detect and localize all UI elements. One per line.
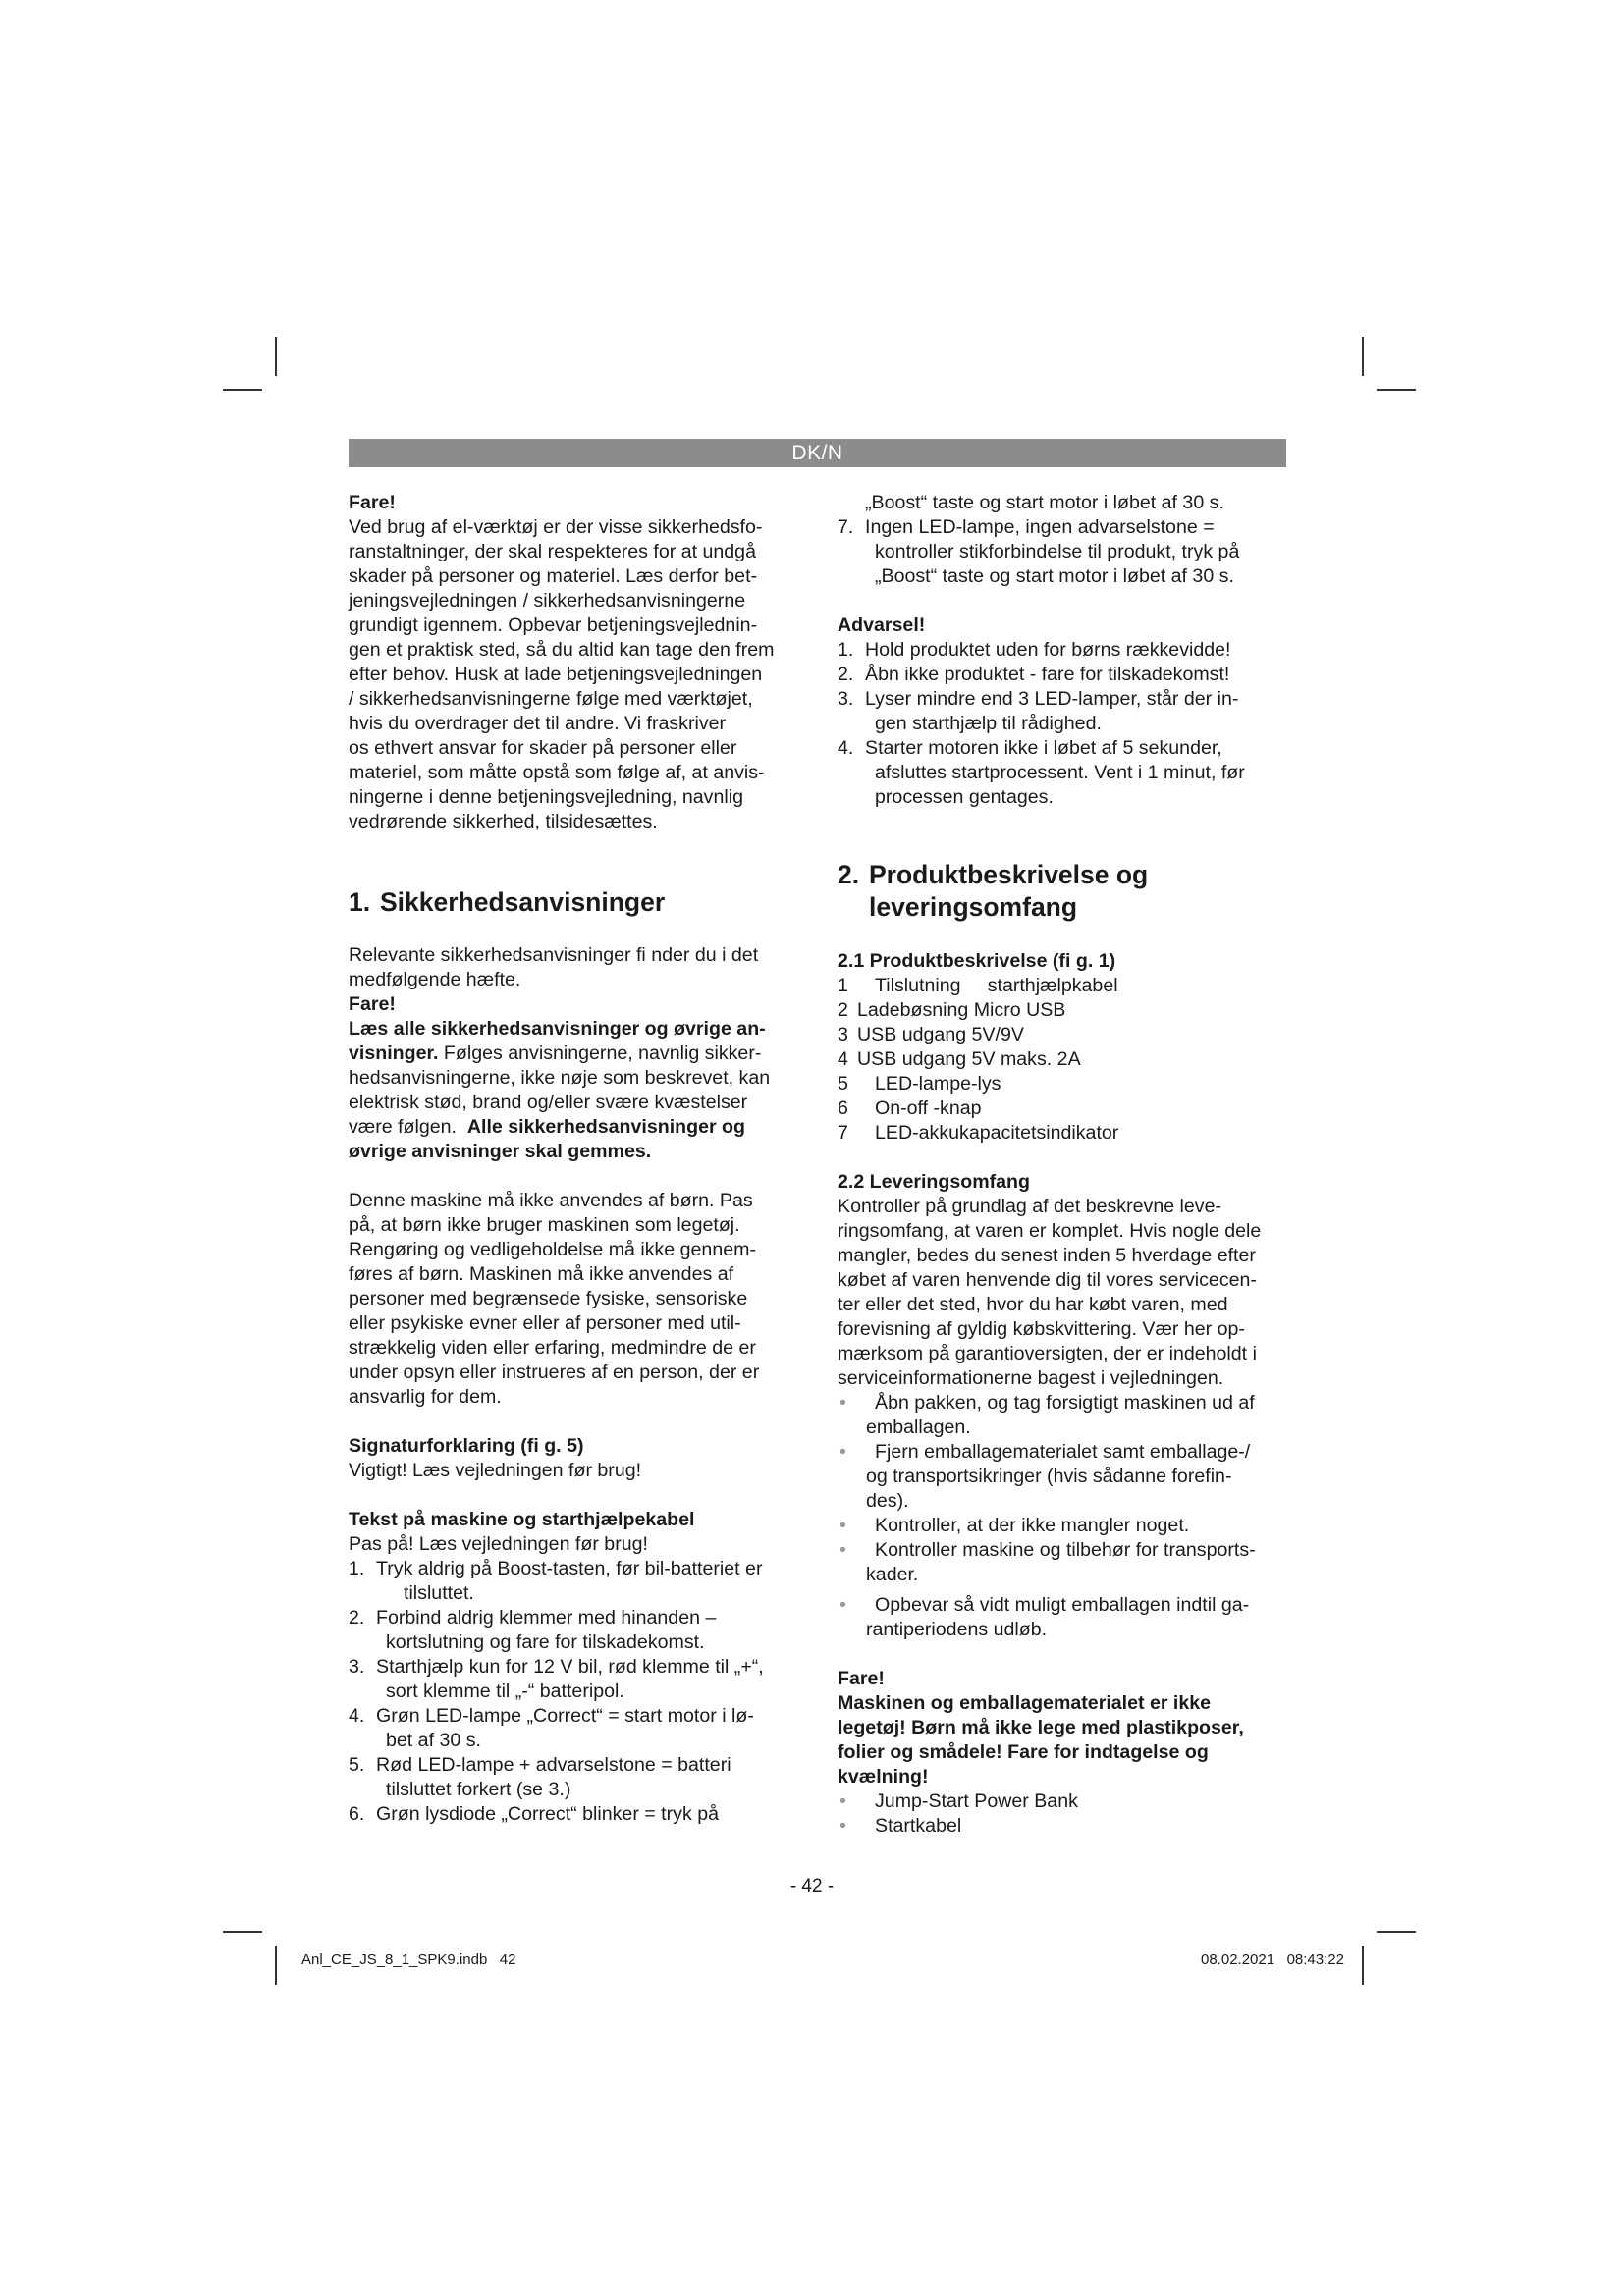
text-line: kader.	[866, 1564, 919, 1585]
section-title: leveringsomfang	[869, 892, 1078, 922]
bullet-icon: •	[839, 1539, 846, 1561]
text-line: Starthjælp kun for 12 V bil, rød klemme til „+“,	[376, 1656, 764, 1678]
text-line: Hold produktet uden for børns rækkevidde!	[865, 639, 1231, 661]
list-item	[838, 515, 1286, 589]
text-line: os ethvert ansvar for skader på personer eller	[349, 737, 737, 759]
text-line: medfølgende hæfte.	[349, 969, 521, 990]
text-line: jeningsvejledningen / sikkerhedsanvisningerne	[349, 590, 746, 612]
list-number: 4.	[349, 1705, 365, 1727]
text-line: gen et praktisk sted, så du altid kan tage den frem	[349, 639, 775, 661]
section-number: 2.	[838, 860, 860, 889]
part-number: 3	[838, 1024, 848, 1045]
text-line: ningerne i denne betjeningsvejledning, navnlig	[349, 786, 743, 808]
text-line: ringsomfang, at varen er komplet. Hvis nogle dele	[838, 1220, 1262, 1242]
continued-list	[838, 515, 1286, 589]
fare-paragraph	[349, 515, 802, 834]
advarsel-list	[838, 638, 1286, 810]
text-line: Ved brug af el-værktøj er der visse sikkerhedsfo-	[349, 516, 763, 538]
text-line: mangler, bedes du senest inden 5 hverdage efter	[838, 1245, 1256, 1266]
list-number: 3.	[838, 688, 854, 710]
text-line: hedsanvisningerne, ikke nøje som beskrevet, kan	[349, 1067, 771, 1089]
section-1-heading	[349, 886, 802, 919]
crop-mark	[1377, 1931, 1416, 1933]
part-number: 6	[838, 1097, 848, 1119]
text-line: Læs alle sikkerhedsanvisninger og øvrige an-	[349, 1018, 766, 1040]
fare-heading: Fare!	[349, 993, 396, 1015]
crop-mark	[223, 389, 262, 391]
list-number: 1.	[838, 639, 854, 661]
text-line: grundigt igennem. Opbevar betjeningsvejlednin-	[349, 614, 758, 636]
text-line: personer med begrænsede fysiske, sensoriske	[349, 1288, 748, 1309]
signatur-body: Vigtigt! Læs vejledningen før brug!	[349, 1460, 642, 1481]
text-line: hvis du overdrager det til andre. Vi fraskriver	[349, 713, 727, 734]
text-line: ter eller det sted, hvor du har købt varen, med	[838, 1294, 1228, 1315]
list-item	[838, 663, 1286, 687]
text-line: under opsyn eller instrueres af en person, der er	[349, 1362, 760, 1383]
advarsel-heading: Advarsel!	[838, 614, 926, 636]
children-paragraph	[349, 1189, 802, 1410]
text-line: sort klemme til „-“ batteripol.	[386, 1681, 624, 1702]
text-line: Fjern emballagematerialet samt emballage-/	[875, 1441, 1251, 1463]
bullet-item	[838, 1789, 1286, 1814]
text-line: Startkabel	[875, 1815, 962, 1837]
list-number: 3.	[349, 1656, 365, 1678]
text-line: / sikkerhedsanvisningerne følge med værktøjet,	[349, 688, 753, 710]
text-line: øvrige anvisninger skal gemmes.	[349, 1141, 652, 1162]
subsection-2-2-heading: 2.2 Leveringsomfang	[838, 1171, 1030, 1193]
laes-paragraph	[349, 1017, 802, 1164]
text-line: strækkelig viden eller erfaring, medmindre de er	[349, 1337, 756, 1359]
list-number: 1.	[349, 1558, 365, 1579]
section-title: Sikkerhedsanvisninger	[380, 887, 666, 917]
text-line: kortslutning og fare for tilskadekomst.	[386, 1631, 705, 1653]
bullet-icon: •	[839, 1515, 846, 1536]
crop-mark	[275, 1946, 277, 1985]
text-line: gen starthjælp til rådighed.	[875, 713, 1102, 734]
crop-mark	[1377, 389, 1416, 391]
tekst-heading: Tekst på maskine og starthjælpekabel	[349, 1509, 695, 1530]
text-line: „Boost“ taste og start motor i løbet af 30 s.	[865, 492, 1224, 513]
list-item	[349, 1802, 802, 1827]
text-line: kvælning!	[838, 1766, 929, 1788]
levering-paragraph	[838, 1195, 1286, 1391]
text-line: skader på personer og materiel. Læs derfor bet-	[349, 565, 758, 587]
text-line: Starter motoren ikke i løbet af 5 sekunder,	[865, 737, 1222, 759]
list-item	[838, 1121, 1286, 1146]
list-item	[349, 1753, 802, 1802]
text-line: Grøn LED-lampe „Correct“ = start motor i lø-	[376, 1705, 754, 1727]
bullet-item	[838, 1538, 1286, 1587]
tekst-body: Pas på! Læs vejledningen før brug!	[349, 1533, 648, 1555]
text-line: forevisning af gyldig købskvittering. Vær her op-	[838, 1318, 1245, 1340]
parts-list	[838, 974, 1286, 1146]
list-number: 4.	[838, 737, 854, 759]
text-line: folier og smådele! Fare for indtagelse og	[838, 1741, 1209, 1763]
part-label: LED-lampe-lys	[875, 1073, 1001, 1095]
part-label: Ladebøsning Micro USB	[857, 999, 1066, 1021]
bullet-icon: •	[839, 1594, 846, 1616]
text-line: processen gentages.	[875, 786, 1054, 808]
crop-mark	[1362, 1946, 1364, 1985]
text-line: Relevante sikkerhedsanvisninger fi nder du i det	[349, 944, 759, 966]
text-line: legetøj! Børn må ikke lege med plastikposer,	[838, 1717, 1244, 1738]
text-fragment: visninger.	[349, 1042, 439, 1064]
text-line: vedrørende sikkerhed, tilsidesættes.	[349, 811, 658, 832]
language-header: DK/N	[349, 439, 1286, 467]
list-item	[349, 1606, 802, 1655]
list-number: 6.	[349, 1803, 365, 1825]
list-number: 2.	[349, 1607, 365, 1629]
text-fragment: være følgen.	[349, 1116, 467, 1138]
text-line: på, at børn ikke bruger maskinen som legetøj.	[349, 1214, 740, 1236]
crop-mark	[1362, 337, 1364, 376]
list-item	[838, 1072, 1286, 1096]
list-item	[349, 1655, 802, 1704]
text-line: ranstaltninger, der skal respekteres for at undgå	[349, 541, 756, 562]
fare-warning-paragraph	[838, 1691, 1286, 1789]
bullet-item	[838, 1391, 1286, 1440]
part-label: USB udgang 5V/9V	[857, 1024, 1024, 1045]
right-column	[838, 491, 1286, 1839]
text-line: føres af børn. Maskinen må ikke anvendes af	[349, 1263, 734, 1285]
list-item	[838, 1096, 1286, 1121]
part-label: On-off -knap	[875, 1097, 982, 1119]
text-line: serviceinformationerne bagest i vejledningen.	[838, 1367, 1224, 1389]
text-line: tilsluttet.	[404, 1582, 474, 1604]
bullet-icon: •	[839, 1815, 846, 1837]
footer-date: 08.02.2021 08:43:22	[1201, 1951, 1344, 1968]
text-fragment: Følges anvisningerne, navnlig sikker-	[438, 1042, 762, 1064]
list-item	[838, 638, 1286, 663]
text-line: Kontroller maskine og tilbehør for transports-	[875, 1539, 1256, 1561]
text-line: elektrisk stød, brand og/eller svære kvæstelser	[349, 1092, 748, 1113]
list-item	[838, 687, 1286, 736]
text-line: Åbn pakken, og tag forsigtigt maskinen ud af	[875, 1392, 1255, 1414]
bullet-item	[838, 1514, 1286, 1538]
text-line: materiel, som måtte opstå som følge af, at anvis-	[349, 762, 765, 783]
text-line: rantiperiodens udløb.	[866, 1619, 1048, 1640]
list-item	[838, 1023, 1286, 1047]
list-item	[838, 974, 1286, 998]
machine-text-list	[349, 1557, 802, 1827]
crop-mark	[275, 337, 277, 376]
text-line: ansvarlig for dem.	[349, 1386, 502, 1408]
text-line: Maskinen og emballagematerialet er ikke	[838, 1692, 1212, 1714]
part-number: 5	[838, 1073, 848, 1095]
part-label: USB udgang 5V maks. 2A	[857, 1048, 1081, 1070]
list-item	[838, 998, 1286, 1023]
bullet-item	[838, 1440, 1286, 1514]
text-line: Rengøring og vedligeholdelse må ikke gennem-	[349, 1239, 756, 1260]
crop-mark	[223, 1931, 262, 1933]
part-number: 7	[838, 1122, 848, 1144]
part-number: 1	[838, 975, 848, 996]
unpacking-bullets	[838, 1391, 1286, 1642]
list-number: 5.	[349, 1754, 365, 1776]
text-line: mærksom på garantioversigten, der er indeholdt i	[838, 1343, 1257, 1364]
text-line: eller psykiske evner eller af personer med util-	[349, 1312, 741, 1334]
text-line: afsluttes startprocessent. Vent i 1 minut, før	[875, 762, 1245, 783]
footer-file: Anl_CE_JS_8_1_SPK9.indb 42	[301, 1951, 516, 1968]
section-title: Produktbeskrivelse og	[869, 860, 1149, 889]
bullet-item	[838, 1593, 1286, 1642]
left-column	[349, 491, 802, 1827]
list-item	[349, 1704, 802, 1753]
list-number: 7.	[838, 516, 854, 538]
text-line: og transportsikringer (hvis sådanne forefin-	[866, 1466, 1232, 1487]
part-label: LED-akkukapacitetsindikator	[875, 1122, 1119, 1144]
list-number: 2.	[838, 664, 854, 685]
bullet-icon: •	[839, 1392, 846, 1414]
text-line: Kontroller, at der ikke mangler noget.	[875, 1515, 1190, 1536]
text-line: „Boost“ taste og start motor i løbet af 30 s.	[875, 565, 1234, 587]
text-line: emballagen.	[866, 1416, 971, 1438]
part-label: Tilslutning starthjælpkabel	[875, 975, 1118, 996]
bullet-icon: •	[839, 1790, 846, 1812]
text-line: Kontroller på grundlag af det beskrevne leve-	[838, 1196, 1222, 1217]
part-number: 2	[838, 999, 848, 1021]
text-line: bet af 30 s.	[386, 1730, 481, 1751]
section-number: 1.	[349, 887, 371, 917]
text-line: Lyser mindre end 3 LED-lamper, står der in-	[865, 688, 1239, 710]
text-line: Jump-Start Power Bank	[875, 1790, 1078, 1812]
text-line: købet af varen henvende dig til vores servicecen-	[838, 1269, 1257, 1291]
fare-heading: Fare!	[838, 1668, 885, 1689]
text-line: Denne maskine må ikke anvendes af børn. Pas	[349, 1190, 753, 1211]
bullet-icon: •	[839, 1441, 846, 1463]
text-line: des).	[866, 1490, 909, 1512]
text-line: Åbn ikke produktet - fare for tilskadekomst!	[865, 664, 1230, 685]
text-line: Forbind aldrig klemmer med hinanden –	[376, 1607, 717, 1629]
fare-heading: Fare!	[349, 492, 396, 513]
text-fragment: Alle sikkerhedsanvisninger og	[466, 1116, 745, 1138]
section-2-heading	[838, 859, 1286, 924]
list-item	[838, 1047, 1286, 1072]
text-line: efter behov. Husk at lade betjeningsvejledningen	[349, 664, 763, 685]
relevant-paragraph	[349, 943, 802, 992]
text-line: kontroller stikforbindelse til produkt, tryk på	[875, 541, 1240, 562]
subsection-2-1-heading: 2.1 Produktbeskrivelse (fi g. 1)	[838, 950, 1116, 972]
text-line: tilsluttet forkert (se 3.)	[386, 1779, 571, 1800]
text-line: Ingen LED-lampe, ingen advarselstone =	[865, 516, 1215, 538]
list-item	[349, 1557, 802, 1606]
text-line: Rød LED-lampe + advarselstone = batteri	[376, 1754, 731, 1776]
text-line: Tryk aldrig på Boost-tasten, før bil-batteriet er	[376, 1558, 763, 1579]
text-line: Grøn lysdiode „Correct“ blinker = tryk på	[376, 1803, 719, 1825]
text-line: Opbevar så vidt muligt emballagen indtil ga-	[875, 1594, 1250, 1616]
signatur-heading: Signaturforklaring (fi g. 5)	[349, 1435, 584, 1457]
part-number: 4	[838, 1048, 848, 1070]
page-number: - 42 -	[789, 1876, 835, 1896]
list-item	[838, 736, 1286, 810]
contents-bullets	[838, 1789, 1286, 1839]
bullet-item	[838, 1814, 1286, 1839]
